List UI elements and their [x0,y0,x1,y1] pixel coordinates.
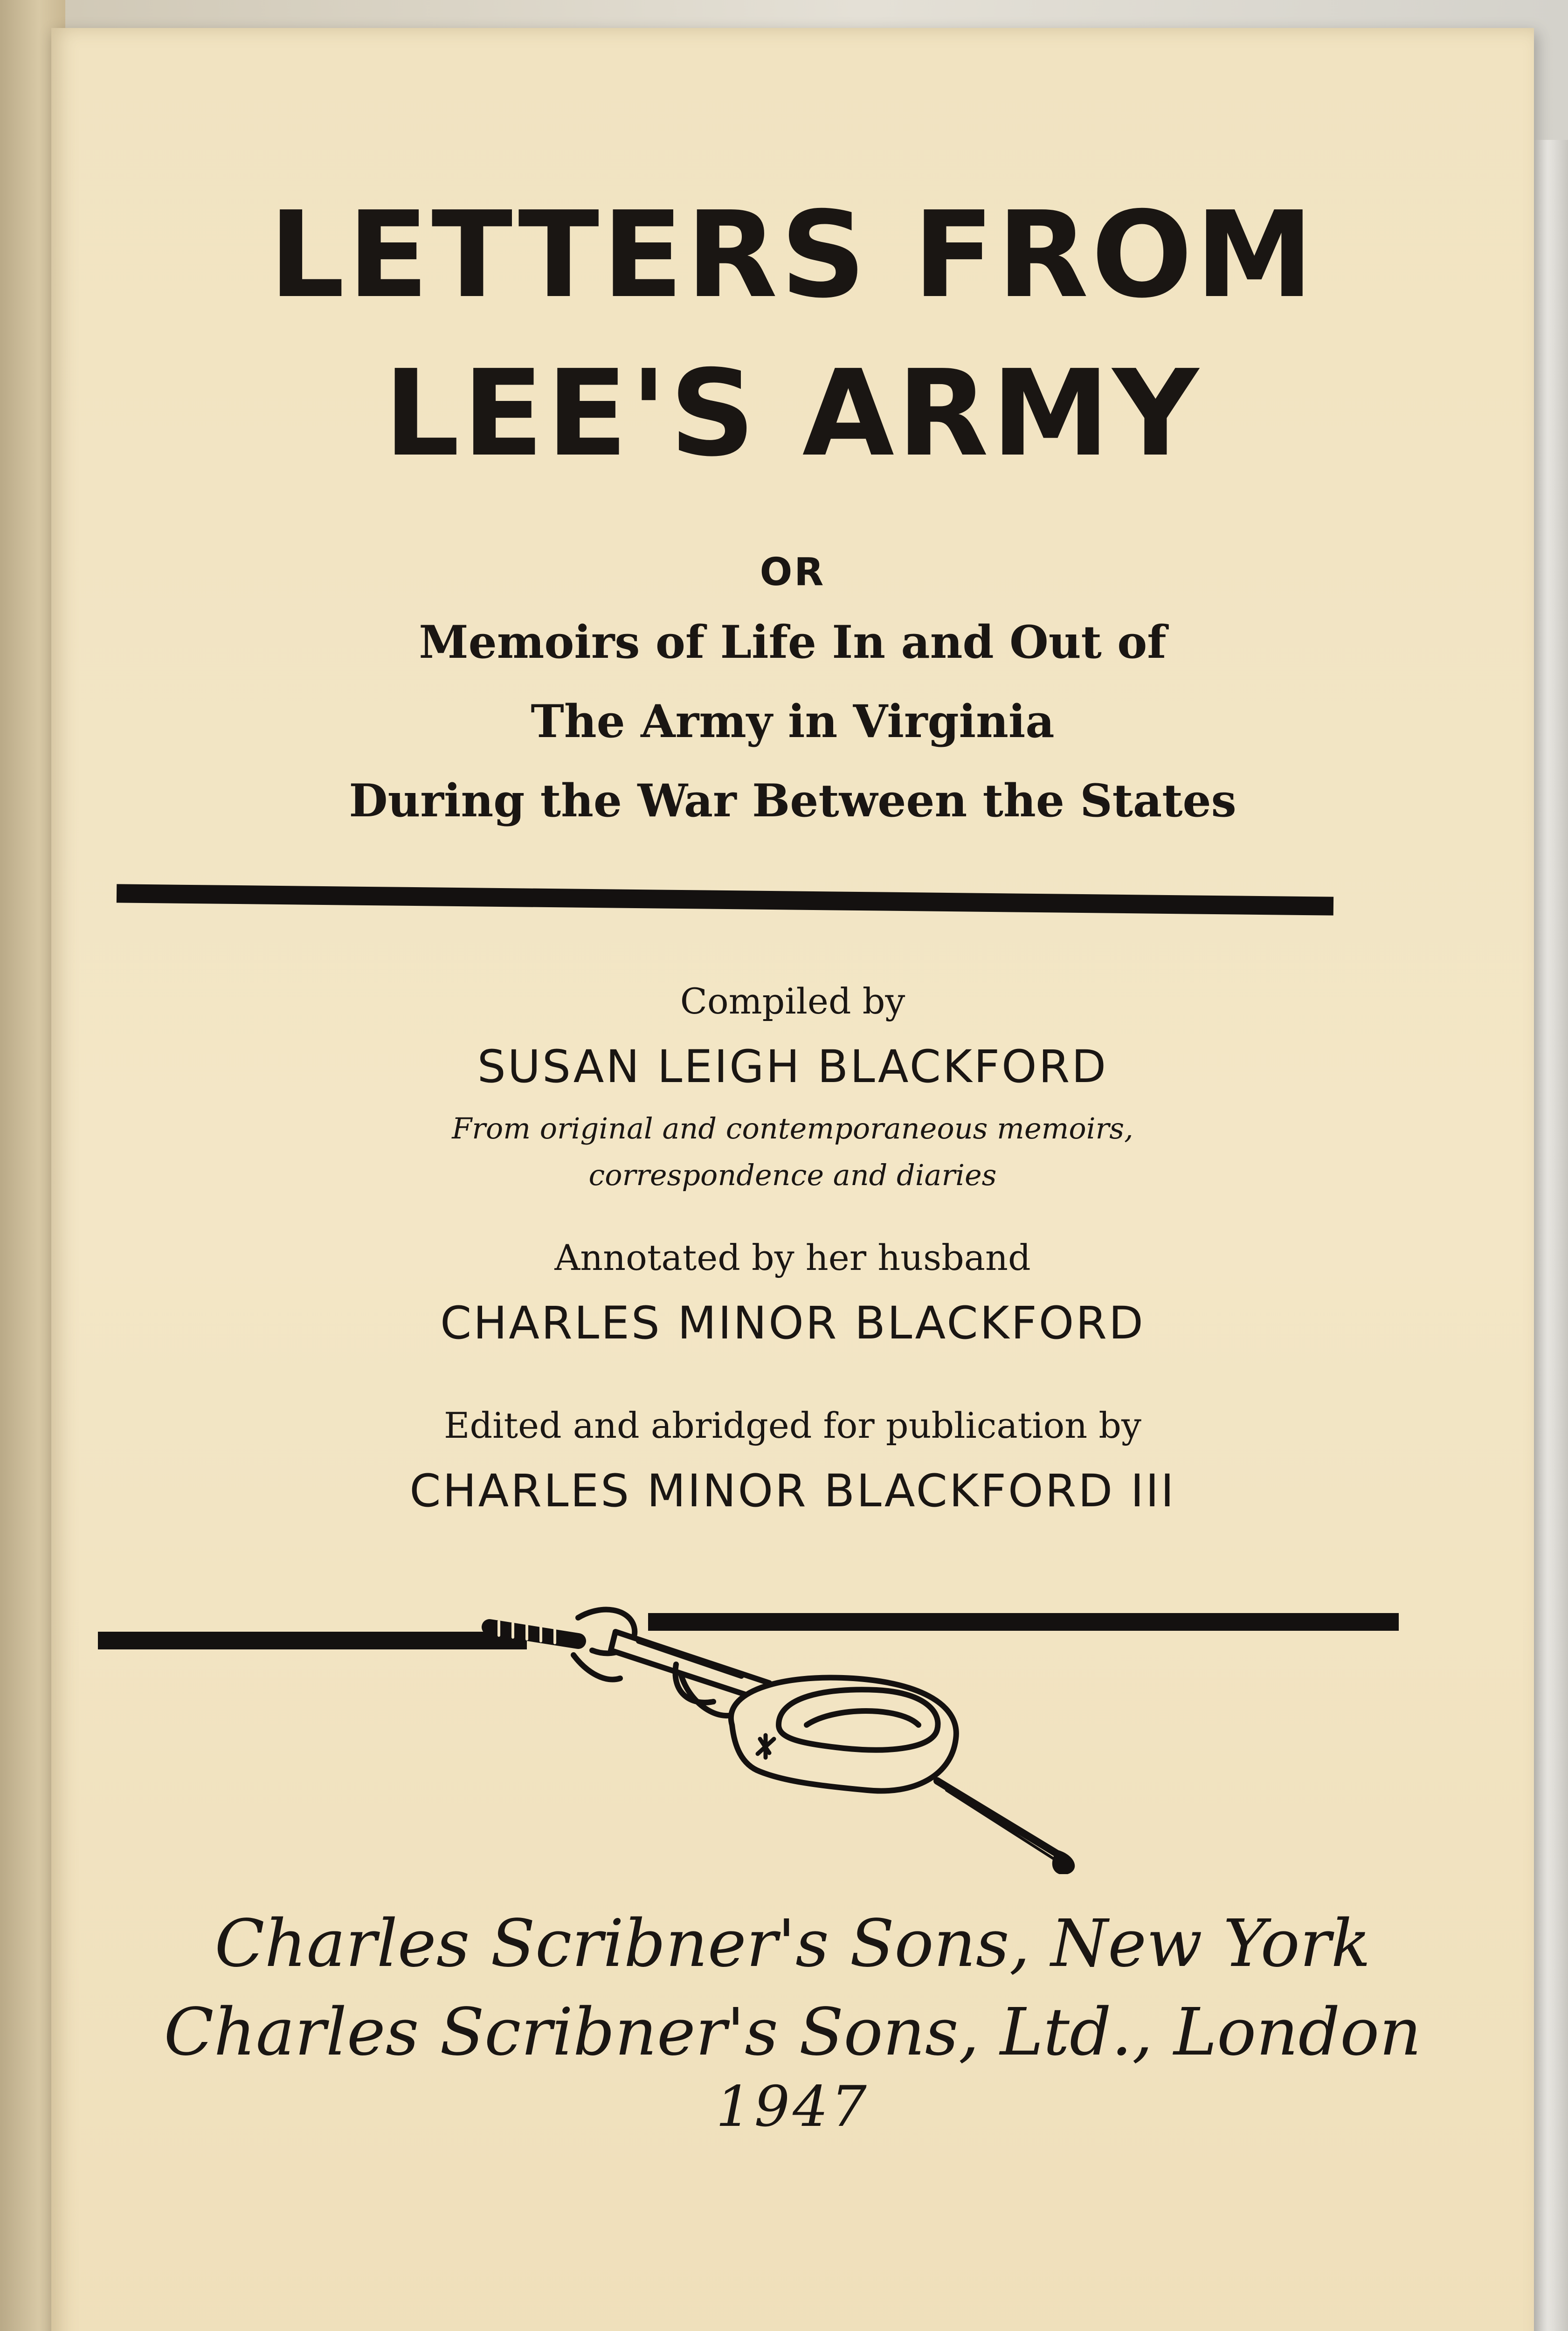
book-title-line-1: LETTERS FROM [269,186,1317,324]
publisher-line-new-york: Charles Scribner's Sons, New York [214,1906,1371,1982]
annotator-name: CHARLES MINOR BLACKFORD [440,1297,1145,1349]
divider-rule-top [117,884,1333,915]
editor-name: CHARLES MINOR BLACKFORD III [409,1465,1176,1517]
compiler-name: SUSAN LEIGH BLACKFORD [477,1041,1108,1093]
publisher-line-london: Charles Scribner's Sons, Ltd., London [164,1994,1422,2070]
source-note-line-1: From original and contemporaneous memoirs, [452,1111,1133,1145]
annotated-by-label: Annotated by her husband [554,1237,1031,1278]
subtitle-line-1: Memoirs of Life In and Out of [419,616,1167,669]
publication-year: 1947 [716,2075,870,2139]
subtitle-line-2: The Army in Virginia [531,695,1055,748]
subtitle-line-3: During the War Between the States [349,774,1236,827]
sword-and-hat-icon [480,1585,1133,1874]
book-title-line-2: LEE'S ARMY [384,345,1202,483]
divider-rule-bottom-left [98,1632,527,1649]
or-separator: OR [760,550,826,594]
title-page [51,28,1534,2331]
edited-by-label: Edited and abridged for publication by [444,1405,1141,1446]
source-note-line-2: correspondence and diaries [588,1158,997,1192]
compiled-by-label: Compiled by [680,980,905,1022]
